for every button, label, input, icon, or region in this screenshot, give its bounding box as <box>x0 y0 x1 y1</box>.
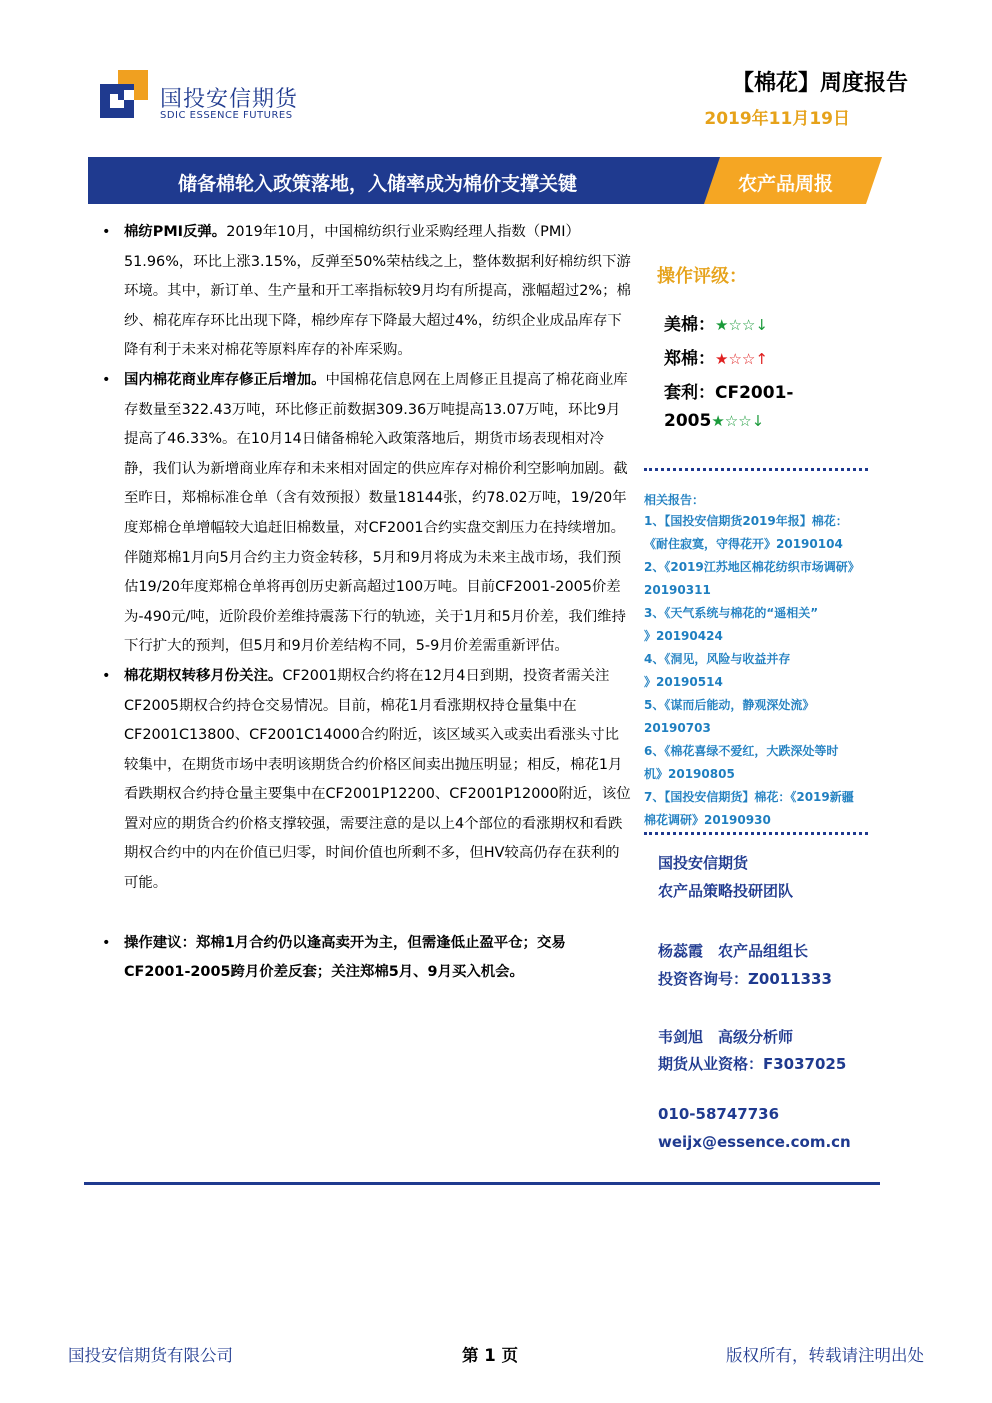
divider <box>644 468 868 471</box>
related-report-line[interactable]: 2、《2019江苏地区棉花纺织市场调研》 <box>644 560 860 574</box>
rating-label: 2005 <box>664 411 712 431</box>
related-report-line[interactable]: 20190703 <box>644 721 711 735</box>
operation-advice: 操作建议：郑棉1月合约仍以逢高卖开为主，但需逢低止盈平仓；交易CF2001-2005跨月价差反套；关注郑棉5月、9月买入机会。 <box>124 934 566 981</box>
contact-phone: 010-58747736 <box>658 1105 780 1123</box>
related-report-line[interactable]: 》20190424 <box>644 629 723 643</box>
company-logo-icon <box>100 70 148 118</box>
report-type: 【棉花】周度报告 <box>731 71 908 96</box>
rating-title: 操作评级： <box>657 266 747 287</box>
page-number: 第 1 页 <box>462 1346 518 1365</box>
related-report-line[interactable]: 7、【国投安信期货】棉花：《2019新疆 <box>644 790 854 804</box>
contact-email[interactable]: weijx@essence.com.cn <box>658 1133 851 1151</box>
list-item <box>100 218 632 366</box>
team-company: 国投安信期货 <box>658 854 749 872</box>
company-name-en: SDIC ESSENCE FUTURES <box>160 110 293 121</box>
divider <box>644 832 868 835</box>
footer-company: 国投安信期货有限公司 <box>68 1346 233 1365</box>
rating-arbitrage <box>664 378 793 403</box>
rating-stars: ★☆☆↓ <box>715 316 768 334</box>
banner-title: 储备棉轮入政策落地，入储率成为棉价支撑关键 <box>178 173 578 195</box>
rating-label: 郑棉： <box>664 349 715 369</box>
bullet: • <box>102 934 111 951</box>
list-item <box>100 662 632 899</box>
rating-label: 套利：CF2001- <box>664 383 794 403</box>
bullet: • <box>102 224 111 240</box>
list-item <box>100 366 632 662</box>
related-report-line[interactable]: 棉花调研》20190930 <box>644 813 771 827</box>
rating-us-cotton <box>664 310 768 335</box>
related-reports-list <box>644 510 890 832</box>
related-report-line[interactable]: 5、《谋而后能动，静观深处流》 <box>644 698 815 712</box>
company-name-cn: 国投安信期货 <box>160 87 299 112</box>
related-report-line[interactable]: 4、《洞见，风险与收益并存 <box>644 652 791 666</box>
rating-stars: ★☆☆↑ <box>715 350 768 368</box>
paragraph-text: 2019年10月，中国棉纺织行业采购经理人指数（PMI）51.96%，环比上涨3.15%，反弹至50%荣枯线之上，整体数据利好棉纺织下游环境。其中，新订单、生产量和开工率指标较9月均有所提高，涨幅超过2%；棉纱、棉花库存环比出现下降，棉纱库存下降最大超过4%，纺织企业成品库存下降有利于未来对棉花等原料库存的补库采购。 <box>124 224 631 359</box>
paragraph-text: 中国棉花信息网在上周修正且提高了棉花商业库存数量至322.43万吨，环比修正前数据309.36万吨提高13.07万吨，环比9月提高了46.33%。在10月14日储备棉轮入政策落地后，期货市场表现相对冷静，我们认为新增商业库存和未来相对固定的供应库存对棉价利空影响加剧。截至昨日，郑棉标准仓单（含有效预报）数量18144张，约78.02万吨，19/20年度郑棉仓单增幅较大追赶旧棉数量，对CF2001合约实盘交割压力在持续增加。伴随郑棉1月向5月合约主力资金转移，5月和9月将成为未来主战市场，我们预估19/20年度郑棉仓单将再创历史新高超过100万吨。目前CF2001-2005价差为-490元/吨，近阶段价差维持震荡下行的轨迹，关于1月和5月价差，我们维持下行扩大的预判，但5月和9月价差结构不同，5-9月价差需重新评估。 <box>124 371 628 655</box>
rating-arbitrage-cont <box>664 411 764 431</box>
team-dept: 农产品策略投研团队 <box>658 882 794 900</box>
related-reports-title: 相关报告： <box>644 493 705 507</box>
rating-zhengzhou-cotton <box>664 344 768 369</box>
related-report-line[interactable]: 6、《棉花喜绿不爱红，大跌深处等时 <box>644 744 839 758</box>
related-report-line[interactable]: 《耐住寂寞，守得花开》20190104 <box>644 537 843 551</box>
footer-copyright: 版权所有，转载请注明出处 <box>726 1346 924 1365</box>
report-date: 2019年11月19日 <box>704 109 850 129</box>
related-report-line[interactable]: 20190311 <box>644 583 711 597</box>
related-report-line[interactable]: 1、【国投安信期货2019年报】棉花： <box>644 514 848 528</box>
analyst-license: 投资咨询号：Z0011333 <box>658 970 832 988</box>
paragraph-heading: 国内棉花商业库存修正后增加。 <box>124 371 326 388</box>
paragraph-heading: 棉花期权转移月份关注。 <box>124 667 283 684</box>
analyst-name: 杨蕊霞 农产品组组长 <box>658 942 809 960</box>
report-body <box>100 218 632 988</box>
paragraph-text: CF2001期权合约将在12月4日到期，投资者需关注CF2005期权合约持仓交易情况。目前，棉花1月看涨期权持仓量集中在CF2001C13800、CF2001C14000合约附近，该区域买入或卖出看涨头寸比较集中，在期货市场中表明该期货合约价格区间卖出抛压明显；相反，棉花1月看跌期权合约持仓量主要集中在CF2001P12200、CF2001P12000附近，该位置对应的期货合约价格支撑较强，需要注意的是以上4个部位的看涨期权和看跌期权合约中的内在价值已归零，时间价值也所剩不多，但HV较高仍存在获利的可能。 <box>124 667 631 892</box>
related-report-line[interactable]: 机》20190805 <box>644 767 735 781</box>
rating-label: 美棉： <box>664 315 715 335</box>
bullet: • <box>102 371 111 388</box>
bottom-rule <box>84 1182 880 1185</box>
bullet: • <box>102 667 111 684</box>
related-report-line[interactable]: 3、《天气系统与棉花的“遥相关” <box>644 606 819 620</box>
banner-tag: 农产品周报 <box>738 173 834 195</box>
list-item <box>100 929 632 988</box>
analyst-license: 期货从业资格：F3037025 <box>658 1055 847 1073</box>
analyst-name: 韦剑旭 高级分析师 <box>658 1028 794 1046</box>
rating-stars: ★☆☆↓ <box>711 412 765 430</box>
paragraph-heading: 棉纺PMI反弹。 <box>124 224 227 240</box>
related-report-line[interactable]: 》20190514 <box>644 675 723 689</box>
